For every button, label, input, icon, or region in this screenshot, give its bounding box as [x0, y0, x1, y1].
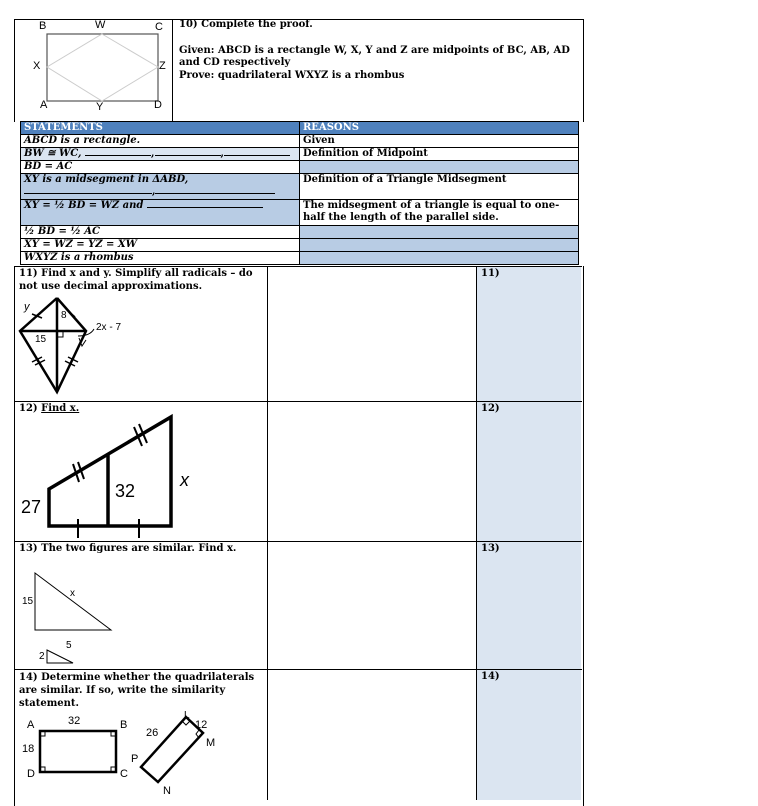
- q11-label-y: y: [24, 301, 30, 313]
- q14-label-L: L: [184, 710, 190, 721]
- statement: BW ≅ WC,: [24, 148, 86, 159]
- q13-label-15: 15: [22, 596, 34, 607]
- q10-label-Z: Z: [159, 60, 166, 72]
- q10-label-W: W: [95, 19, 106, 31]
- q10-given-label: Given:: [179, 45, 218, 56]
- q10-label-X: X: [33, 60, 41, 72]
- q14-label-32: 32: [68, 715, 81, 727]
- reason: Definition of Midpoint: [300, 148, 579, 161]
- q14-label-N: N: [163, 785, 171, 797]
- q10-label-D: D: [154, 99, 162, 111]
- header-statements: STATEMENTS: [21, 122, 300, 135]
- q14-prompt: 14) Determine whether the quadrilaterals are similar. If so, write the similarity statement.: [19, 672, 255, 709]
- proof-row: [21, 174, 579, 200]
- statement: XY is a midsegment in ΔABD,: [24, 174, 189, 185]
- q14-label-B: B: [120, 719, 128, 731]
- q10-title: 10) Complete the proof.: [179, 19, 313, 30]
- reason: Given: [300, 135, 579, 148]
- work-space-13[interactable]: [268, 542, 476, 669]
- q13-answer-label: 13): [481, 543, 500, 554]
- q11-label-15: 15: [35, 334, 47, 345]
- q14-label-26: 26: [146, 727, 159, 739]
- proof-table: [20, 121, 579, 265]
- answer-box-11[interactable]: [477, 267, 581, 401]
- q14-label-M: M: [206, 737, 216, 749]
- statement: ½ BD = ½ AC: [21, 226, 300, 239]
- q14-label-P: P: [131, 753, 139, 765]
- q10-label-A: A: [40, 99, 48, 111]
- q10-prove-text: quadrilateral WXYZ is a rhombus: [217, 70, 405, 81]
- q13-label-5: 5: [66, 640, 72, 651]
- q10-prove: [179, 70, 404, 81]
- statement: ABCD is a rectangle.: [21, 135, 300, 148]
- proof-row: [21, 148, 579, 161]
- proof-row: [21, 252, 579, 265]
- q14-answer-label: 14): [481, 671, 500, 682]
- q14-label-D: D: [27, 768, 35, 780]
- statement-with-blanks: XY is a midsegment in ΔABD, ,: [21, 174, 300, 200]
- work-space-12[interactable]: [268, 402, 476, 541]
- q10-label-Y: Y: [96, 101, 104, 113]
- q13-label-2: 2: [39, 651, 45, 662]
- statement-with-blanks: BW ≅ WC, , ,: [21, 148, 300, 161]
- q14-label-12: 12: [195, 719, 208, 731]
- q12-label-x: x: [180, 470, 189, 490]
- q10-label-B: B: [39, 20, 47, 32]
- proof-row: [21, 135, 579, 148]
- work-space-14[interactable]: [268, 670, 476, 800]
- q11-label-expr: 2x - 7: [96, 322, 122, 333]
- q12-number: 12): [19, 403, 42, 414]
- q11-kite-figure: [16, 296, 136, 401]
- q10-prove-label: Prove:: [179, 70, 218, 81]
- statement: XY = ½ BD = WZ and: [24, 200, 147, 211]
- proof-row: [21, 239, 579, 252]
- proof-row: [21, 200, 579, 226]
- reason: The midsegment of a triangle is equal to one-half the length of the parallel side.: [300, 200, 579, 226]
- reason-blank[interactable]: [300, 226, 579, 239]
- reason-blank[interactable]: [300, 252, 579, 265]
- q10-given: [179, 45, 574, 69]
- proof-row: [21, 226, 579, 239]
- answer-box-13[interactable]: [477, 542, 581, 669]
- q14-label-18: 18: [22, 743, 35, 755]
- statement: BD = AC: [21, 161, 300, 174]
- q10-figure-divider: [172, 19, 173, 121]
- reason-blank[interactable]: [300, 239, 579, 252]
- q12-trapezoid-figure: [40, 412, 180, 540]
- q10-label-C: C: [155, 21, 163, 33]
- q12-label-27: 27: [21, 497, 42, 517]
- q12-answer-label: 12): [481, 403, 500, 414]
- q14-label-C: C: [120, 768, 128, 780]
- statement: XY = WZ = YZ = XW: [21, 239, 300, 252]
- proof-table-header: [21, 122, 579, 135]
- reason: Definition of a Triangle Midsegment: [300, 174, 579, 200]
- header-reasons: REASONS: [300, 122, 579, 135]
- q10-given-text: ABCD is a rectangle W, X, Y and Z are midpoints of BC, AB, AD and CD respectively: [179, 45, 570, 68]
- statement: WXYZ is a rhombus: [21, 252, 300, 265]
- q13-label-x: x: [70, 588, 75, 599]
- q11-prompt: 11) Find x and y. Simplify all radicals – do not use decimal approximations.: [19, 268, 253, 292]
- q11-label-8: 8: [61, 310, 67, 321]
- statement-with-blanks: [21, 200, 300, 226]
- q11-answer-label: 11): [481, 268, 500, 279]
- q12-label-32: 32: [115, 481, 136, 501]
- answer-box-14[interactable]: [477, 670, 581, 800]
- q12-prompt-text: Find x.: [41, 403, 80, 414]
- reason-blank[interactable]: [300, 161, 579, 174]
- proof-row: [21, 161, 579, 174]
- answer-box-12[interactable]: [477, 402, 581, 541]
- q13-prompt: 13) The two figures are similar. Find x.: [19, 543, 237, 554]
- work-space-11[interactable]: [268, 267, 476, 401]
- q14-label-A: A: [27, 719, 35, 731]
